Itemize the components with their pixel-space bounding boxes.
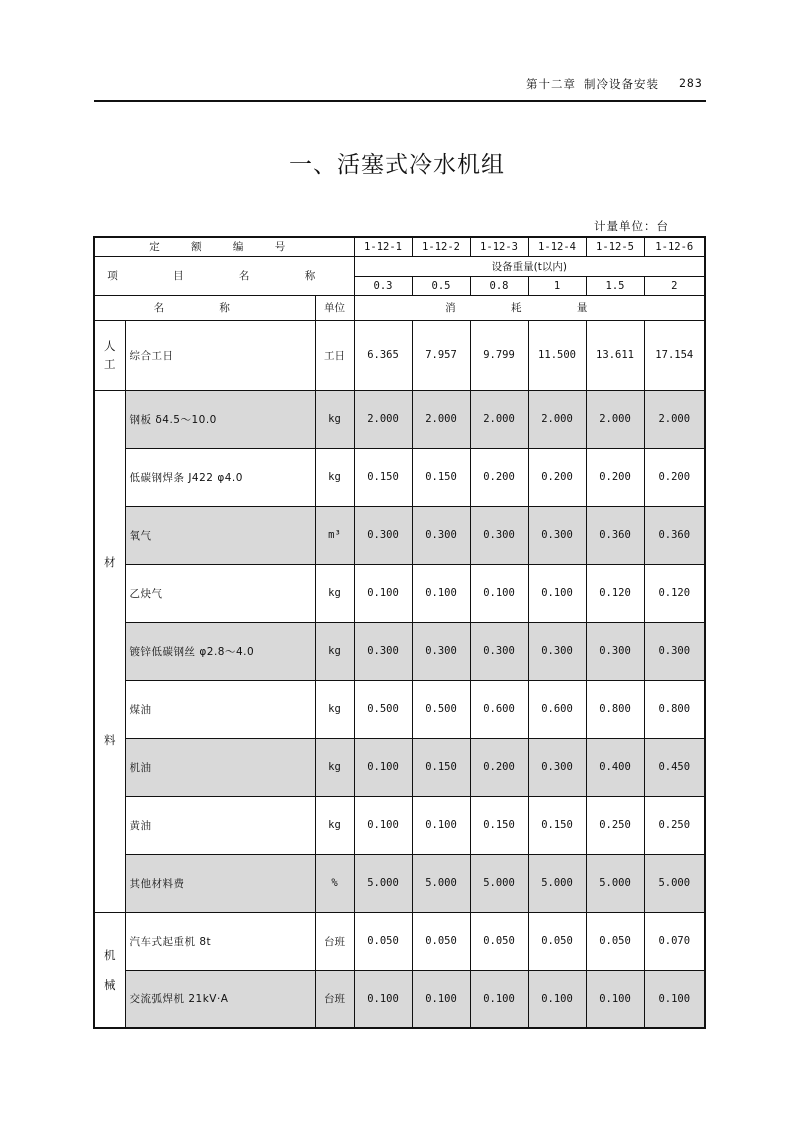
page-number: 283: [679, 76, 703, 90]
consumption-value: 0.300: [354, 506, 412, 564]
consumption-value: 0.200: [470, 448, 528, 506]
consumption-value: 0.360: [644, 506, 705, 564]
consumption-value: 0.250: [644, 796, 705, 854]
consumption-value: 0.300: [412, 622, 470, 680]
weight-value: 0.3: [354, 276, 412, 295]
consumption-value: 9.799: [470, 320, 528, 390]
quota-no-label: 定 额 编 号: [94, 237, 354, 256]
consumption-value: 5.000: [354, 854, 412, 912]
consumption-value: 0.120: [586, 564, 644, 622]
consumption-value: 5.000: [412, 854, 470, 912]
consumption-value: 0.300: [586, 622, 644, 680]
resource-unit: kg: [315, 622, 354, 680]
resource-name: 机油: [125, 738, 315, 796]
consumption-value: 0.100: [354, 564, 412, 622]
quota-code: 1-12-1: [354, 237, 412, 256]
resource-unit: 台班: [315, 970, 354, 1028]
resource-unit: kg: [315, 680, 354, 738]
consumption-value: 0.150: [354, 448, 412, 506]
consumption-value: 5.000: [586, 854, 644, 912]
resource-unit: kg: [315, 796, 354, 854]
category-char: 械: [104, 977, 116, 992]
resource-unit: kg: [315, 564, 354, 622]
consumption-value: 7.957: [412, 320, 470, 390]
quota-code: 1-12-4: [528, 237, 586, 256]
page-title: 一、活塞式冷水机组: [289, 152, 505, 178]
materials-row: [94, 622, 705, 680]
consumption-value: 0.300: [470, 506, 528, 564]
consumption-value: 2.000: [354, 390, 412, 448]
weight-value: 0.5: [412, 276, 470, 295]
weight-value: 1: [528, 276, 586, 295]
consumption-value: 17.154: [644, 320, 705, 390]
running-header: [94, 70, 706, 102]
quota-code: 1-12-2: [412, 237, 470, 256]
consumption-value: 2.000: [644, 390, 705, 448]
consumption-value: 2.000: [412, 390, 470, 448]
consumption-value: 0.100: [354, 738, 412, 796]
consumption-value: 0.600: [528, 680, 586, 738]
consumption-value: 0.300: [528, 622, 586, 680]
category-char: 料: [104, 733, 116, 747]
weight-label-row: [94, 256, 705, 276]
materials-category-label: [94, 390, 125, 912]
consumption-value: 2.000: [470, 390, 528, 448]
resource-unit: 工日: [315, 320, 354, 390]
consumption-value: 0.400: [586, 738, 644, 796]
resource-unit: m³: [315, 506, 354, 564]
resource-name: 镀锌低碳钢丝 φ2.8～4.0: [125, 622, 315, 680]
consumption-value: 0.050: [470, 912, 528, 970]
resource-unit: kg: [315, 738, 354, 796]
quota-code-row: [94, 237, 705, 256]
consumption-value: 0.050: [528, 912, 586, 970]
resource-unit: kg: [315, 390, 354, 448]
materials-row: [94, 506, 705, 564]
consumption-value: 0.100: [354, 970, 412, 1028]
consumption-value: 0.100: [528, 970, 586, 1028]
materials-row: [94, 854, 705, 912]
category-char: 人: [104, 339, 116, 353]
consumption-value: 0.300: [412, 506, 470, 564]
consumption-value: 0.100: [354, 796, 412, 854]
consumption-value: 13.611: [586, 320, 644, 390]
weight-value: 2: [644, 276, 705, 295]
consumption-value: 0.300: [354, 622, 412, 680]
materials-row: [94, 448, 705, 506]
consumption-value: 0.100: [644, 970, 705, 1028]
materials-row: [94, 564, 705, 622]
resource-name: 汽车式起重机 8t: [125, 912, 315, 970]
labor-row: [94, 320, 705, 390]
materials-row: [94, 738, 705, 796]
resource-name: 低碳钢焊条 J422 φ4.0: [125, 448, 315, 506]
consumption-value: 11.500: [528, 320, 586, 390]
resource-name: 钢板 δ4.5～10.0: [125, 390, 315, 448]
category-char: 机: [104, 947, 116, 962]
resource-unit: 台班: [315, 912, 354, 970]
quota-table: [93, 236, 706, 1029]
category-char: 工: [104, 357, 116, 371]
consumption-value: 0.100: [412, 564, 470, 622]
resource-name: 其他材料费: [125, 854, 315, 912]
consumption-value: 0.150: [470, 796, 528, 854]
consumption-value: 5.000: [528, 854, 586, 912]
consumption-value: 0.100: [528, 564, 586, 622]
section-label: 制冷设备安装: [584, 77, 659, 91]
consumption-value: 0.150: [412, 448, 470, 506]
resource-unit: %: [315, 854, 354, 912]
consumption-value: 0.100: [586, 970, 644, 1028]
consumption-value: 0.050: [586, 912, 644, 970]
consumption-value: 0.300: [644, 622, 705, 680]
name-column-header: 名 称: [94, 295, 315, 320]
item-name-label: 项 目 名 称: [94, 256, 354, 295]
consumption-value: 0.120: [644, 564, 705, 622]
consumption-value: 0.800: [586, 680, 644, 738]
consumption-header: 消 耗 量: [354, 295, 705, 320]
consumption-value: 0.450: [644, 738, 705, 796]
consumption-value: 0.500: [412, 680, 470, 738]
consumption-value: 0.100: [470, 970, 528, 1028]
resource-name: 氧气: [125, 506, 315, 564]
consumption-value: 0.200: [586, 448, 644, 506]
consumption-value: 0.250: [586, 796, 644, 854]
machinery-row: [94, 912, 705, 970]
quota-code: 1-12-6: [644, 237, 705, 256]
consumption-value: 0.200: [528, 448, 586, 506]
materials-row: [94, 680, 705, 738]
category-char: 材: [104, 555, 116, 569]
consumption-value: 6.365: [354, 320, 412, 390]
quota-code: 1-12-5: [586, 237, 644, 256]
resource-name: 综合工日: [125, 320, 315, 390]
consumption-value: 0.200: [644, 448, 705, 506]
consumption-value: 5.000: [644, 854, 705, 912]
machinery-category-label: [94, 912, 125, 1028]
resource-unit: kg: [315, 448, 354, 506]
unit-note: 计量单位：台: [594, 219, 669, 233]
consumption-value: 0.100: [412, 970, 470, 1028]
consumption-value: 0.070: [644, 912, 705, 970]
consumption-value: 0.050: [354, 912, 412, 970]
consumption-value: 2.000: [586, 390, 644, 448]
column-header-row: [94, 295, 705, 320]
labor-category-label: [94, 320, 125, 390]
quota-code: 1-12-3: [470, 237, 528, 256]
consumption-value: 0.150: [528, 796, 586, 854]
consumption-value: 0.300: [470, 622, 528, 680]
weight-value: 1.5: [586, 276, 644, 295]
chapter-label: 第十二章: [526, 77, 576, 91]
weight-value: 0.8: [470, 276, 528, 295]
consumption-value: 0.300: [528, 738, 586, 796]
weight-label: 设备重量(t以内): [354, 256, 705, 276]
consumption-value: 0.600: [470, 680, 528, 738]
consumption-value: 5.000: [470, 854, 528, 912]
consumption-value: 0.150: [412, 738, 470, 796]
materials-row: [94, 390, 705, 448]
resource-name: 黄油: [125, 796, 315, 854]
consumption-value: 0.050: [412, 912, 470, 970]
consumption-value: 0.100: [470, 564, 528, 622]
consumption-value: 0.800: [644, 680, 705, 738]
consumption-value: 2.000: [528, 390, 586, 448]
consumption-value: 0.200: [470, 738, 528, 796]
consumption-value: 0.360: [586, 506, 644, 564]
materials-row: [94, 796, 705, 854]
resource-name: 交流弧焊机 21kV·A: [125, 970, 315, 1028]
consumption-value: 0.100: [412, 796, 470, 854]
unit-column-header: 单位: [315, 295, 354, 320]
machinery-row: [94, 970, 705, 1028]
resource-name: 煤油: [125, 680, 315, 738]
consumption-value: 0.300: [528, 506, 586, 564]
resource-name: 乙炔气: [125, 564, 315, 622]
consumption-value: 0.500: [354, 680, 412, 738]
